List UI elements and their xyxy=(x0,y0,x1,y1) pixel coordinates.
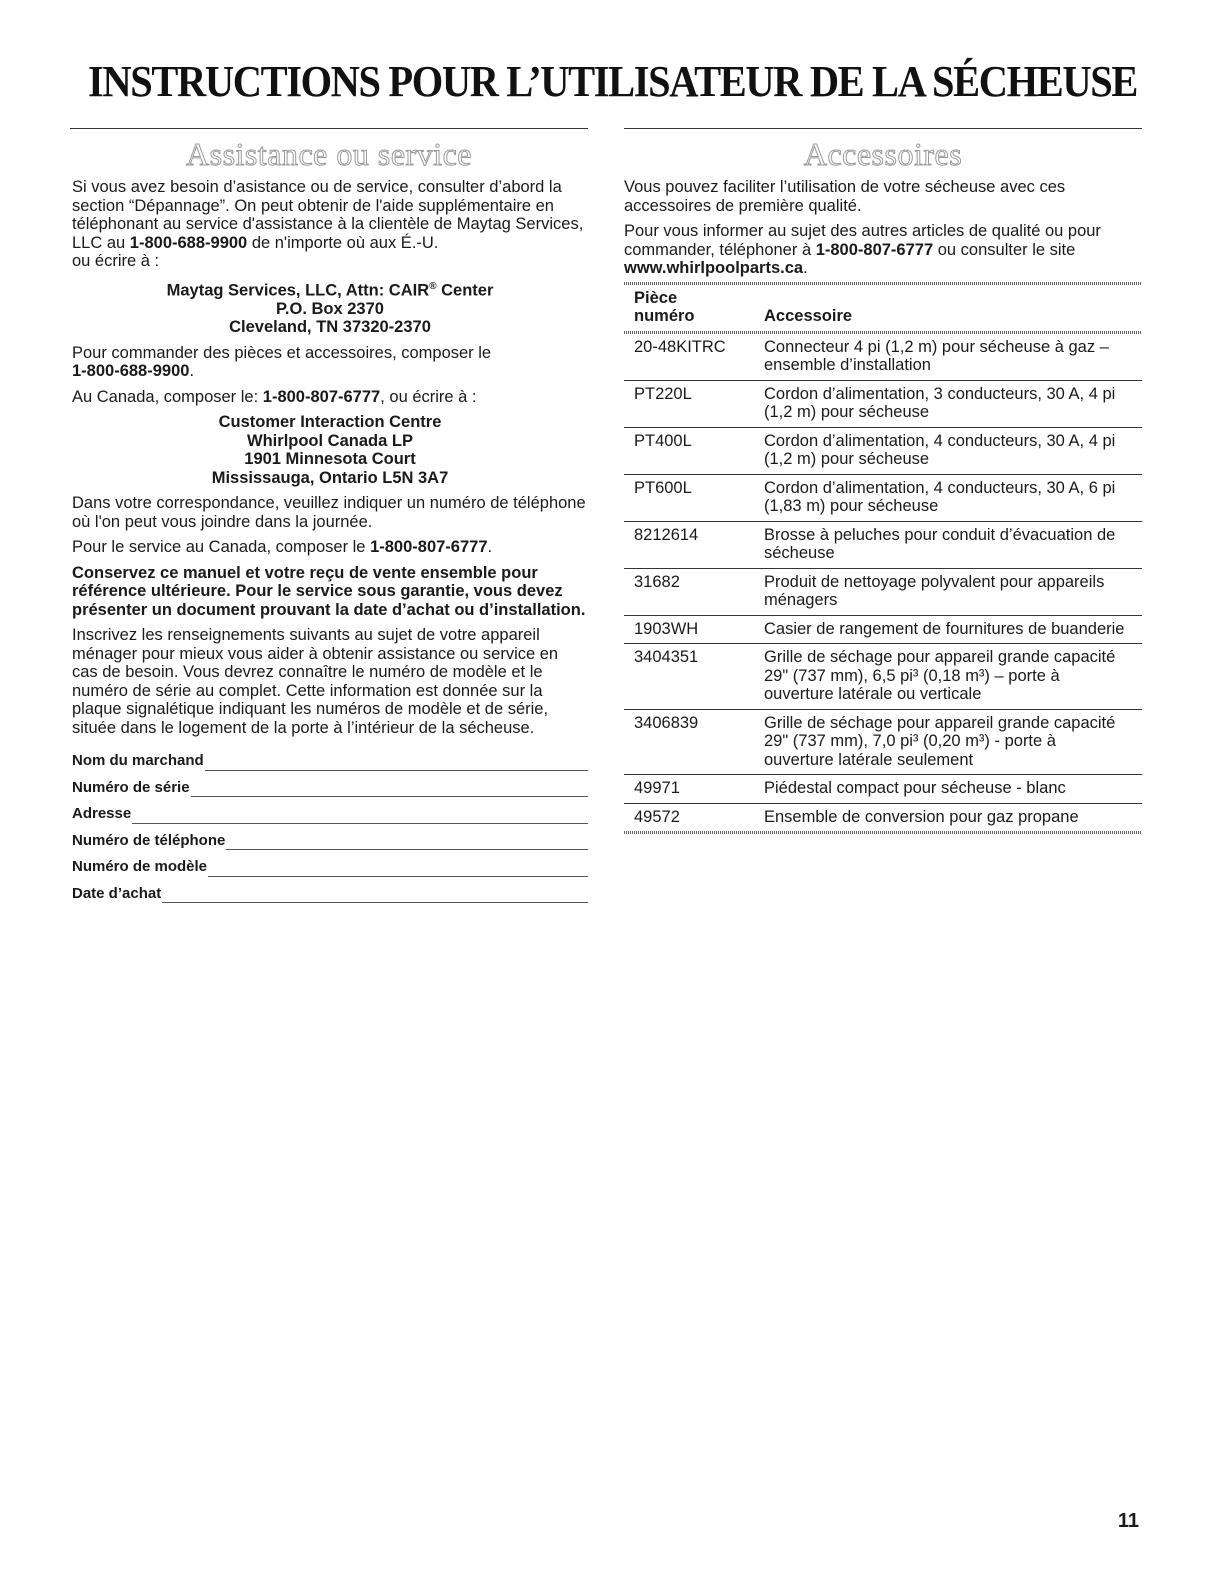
right-column-rule xyxy=(624,128,1142,129)
accessory-description: Brosse à peluches pour conduit d’évacuation de sécheuse xyxy=(764,525,1116,562)
field-label: Nom du marchand xyxy=(72,752,204,769)
us-address-line1-end: Center xyxy=(436,281,494,299)
part-number: 20-48KITRC xyxy=(634,337,726,356)
field-dealer-name[interactable] xyxy=(72,744,588,771)
part-number: 49572 xyxy=(634,807,680,826)
us-address xyxy=(72,278,588,337)
assistance-section xyxy=(72,178,588,903)
table-row xyxy=(624,522,1142,569)
us-address-line2: P.O. Box 2370 xyxy=(276,299,384,318)
accessory-description: Cordon d’alimentation, 4 conducteurs, 30 A, 4 pi (1,2 m) pour sécheuse xyxy=(764,431,1116,468)
table-row xyxy=(624,569,1142,616)
field-line[interactable] xyxy=(191,782,588,797)
left-column-rule xyxy=(70,128,588,129)
part-number: PT600L xyxy=(634,478,692,497)
page-title: INSTRUCTIONS POUR L’UTILISATEUR DE LA SÉCHEUSE xyxy=(88,57,1137,106)
correspondence-text: Dans votre correspondance, veuillez indiquer un numéro de téléphone où l'on peut vous joindre dans la journée. xyxy=(72,494,586,531)
us-address-line3: Cleveland, TN 37320-2370 xyxy=(229,318,431,336)
record-fields xyxy=(72,744,588,903)
field-label: Adresse xyxy=(72,805,132,822)
ca-address-line1: Customer Interaction Centre xyxy=(218,413,442,431)
table-row xyxy=(624,616,1142,645)
field-label: Date d’achat xyxy=(72,884,162,902)
part-number: 3404351 xyxy=(634,648,699,666)
header-part-number xyxy=(634,289,764,325)
us-phone: 1-800-688-9900 xyxy=(129,233,248,252)
canada-label: Au Canada, composer le: xyxy=(72,387,263,406)
part-number: 1903WH xyxy=(634,619,699,638)
table-row xyxy=(624,475,1142,522)
accessories-table xyxy=(624,282,1142,835)
order-parts-label: Pour commander des pièces et accessoires, composer le xyxy=(72,343,492,362)
field-line[interactable] xyxy=(132,809,588,824)
field-label: Numéro de téléphone xyxy=(72,831,226,849)
accessories-order-text xyxy=(624,222,1142,278)
table-header xyxy=(624,285,1142,331)
table-row xyxy=(624,334,1142,381)
assistance-heading: Assistance ou service xyxy=(186,136,472,172)
website-link[interactable]: www.whirlpoolparts.ca xyxy=(624,259,804,277)
table-row xyxy=(624,710,1142,776)
part-number: PT220L xyxy=(634,384,692,403)
record-info-text: Inscrivez les renseignements suivants au sujet de votre appareil ménager pour mieux vous aider à obtenir assistance ou service en cas de besoin. Vous devrez connaître le numéro de modèle et le numéro de série au complet. Cette information est donnée sur la plaque signalétique indiquant les numéros de modèle et de série, située dans le logement de la porte à l’intérieur de la sécheuse. xyxy=(72,626,559,737)
field-phone-number[interactable] xyxy=(72,824,588,851)
ca-address-line4: Mississauga, Ontario L5N 3A7 xyxy=(211,468,449,487)
order-end: . xyxy=(803,259,808,277)
part-number: PT400L xyxy=(634,431,692,450)
accessory-description: Cordon d’alimentation, 3 conducteurs, 30 A, 4 pi (1,2 m) pour sécheuse xyxy=(764,384,1116,421)
accessory-description: Casier de rangement de fournitures de buanderie xyxy=(764,619,1125,638)
canada-service-text xyxy=(72,538,588,557)
canada-service-label: Pour le service au Canada, composer le xyxy=(72,538,371,556)
header-part-line1: Pièce xyxy=(634,288,678,307)
canada-text xyxy=(72,388,588,407)
accessories-phone: 1-800-807-6777 xyxy=(815,240,934,259)
order-parts-text xyxy=(72,344,588,381)
write-to-text: ou écrire à : xyxy=(72,252,160,270)
part-number: 49971 xyxy=(634,779,680,797)
order-parts-end: . xyxy=(189,362,195,380)
order-parts-phone: 1-800-688-9900 xyxy=(72,362,190,380)
field-purchase-date[interactable] xyxy=(72,877,588,904)
page-number: 11 xyxy=(1117,1510,1139,1532)
table-row xyxy=(624,428,1142,475)
accessory-description: Cordon d’alimentation, 4 conducteurs, 30 A, 6 pi (1,83 m) pour sécheuse xyxy=(764,478,1116,515)
accessory-description: Grille de séchage pour appareil grande capacité 29" (737 mm), 7,0 pi³ (0,20 m³) - porte à ouverture latérale seulement xyxy=(764,713,1116,769)
field-line[interactable] xyxy=(226,835,588,850)
accessories-section xyxy=(624,178,1142,834)
ca-address-line2: Whirlpool Canada LP xyxy=(247,431,413,450)
us-address-line1: Maytag Services, LLC, Attn: CAIR xyxy=(166,281,430,299)
table-bottom-rule xyxy=(624,831,1142,834)
order-mid: ou consulter le site xyxy=(933,240,1076,259)
accessories-heading: Accessoires xyxy=(803,136,963,172)
accessory-description: Grille de séchage pour appareil grande capacité 29" (737 mm), 6,5 pi³ (0,18 m³) – porte à ouverture latérale ou verticale xyxy=(764,648,1116,703)
accessory-description: Piédestal compact pour sécheuse - blanc xyxy=(764,779,1066,797)
field-address[interactable] xyxy=(72,797,588,824)
canada-address xyxy=(72,413,588,487)
canada-end: , ou écrire à : xyxy=(380,387,477,406)
field-label: Numéro de série xyxy=(72,778,190,796)
registered-mark: ® xyxy=(429,280,437,292)
table-row xyxy=(624,775,1142,804)
keep-manual-notice: Conservez ce manuel et votre reçu de vente ensemble pour référence ultérieure. Pour le service sous garantie, vous devez présenter un document prouvant la date d’achat ou d’installation. xyxy=(72,563,586,619)
part-number: 3406839 xyxy=(634,713,699,732)
accessories-intro: Vous pouvez faciliter l’utilisation de votre sécheuse avec ces accessoires de première qualité. xyxy=(624,178,1066,215)
ca-address-line3: 1901 Minnesota Court xyxy=(244,450,416,468)
canada-service-phone: 1-800-807-6777 xyxy=(370,538,488,556)
field-line[interactable] xyxy=(205,756,588,771)
table-row xyxy=(624,381,1142,428)
header-part-line2: numéro xyxy=(634,306,695,325)
table-row xyxy=(624,644,1142,710)
part-number: 8212614 xyxy=(634,525,699,544)
canada-service-end: . xyxy=(487,538,493,556)
field-line[interactable] xyxy=(162,888,588,903)
accessory-description: Connecteur 4 pi (1,2 m) pour sécheuse à gaz – ensemble d’installation xyxy=(764,337,1109,374)
accessory-description: Ensemble de conversion pour gaz propane xyxy=(764,807,1079,826)
order-label: Pour vous informer au sujet des autres articles de qualité ou pour commander, téléphoner à xyxy=(624,222,1101,259)
canada-phone: 1-800-807-6777 xyxy=(262,387,381,406)
table-row xyxy=(624,804,1142,832)
accessory-description: Produit de nettoyage polyvalent pour appareils ménagers xyxy=(764,572,1105,609)
field-model-number[interactable] xyxy=(72,850,588,877)
field-label: Numéro de modèle xyxy=(72,858,208,875)
part-number: 31682 xyxy=(634,572,680,591)
assistance-intro xyxy=(72,178,588,271)
intro-text-end: de n'importe où aux É.-U. xyxy=(247,233,439,252)
intro-text: Si vous avez besoin d’asistance ou de service, consulter d’abord la section “Dépannage”. On peut obtenir de l'aide supplémentaire en téléphonant au service d'assistance à la clientèle de Maytag Services, LLC au xyxy=(72,178,584,252)
field-line[interactable] xyxy=(208,862,588,877)
field-serial-number[interactable] xyxy=(72,771,588,798)
header-accessory: Accessoire xyxy=(764,306,853,325)
